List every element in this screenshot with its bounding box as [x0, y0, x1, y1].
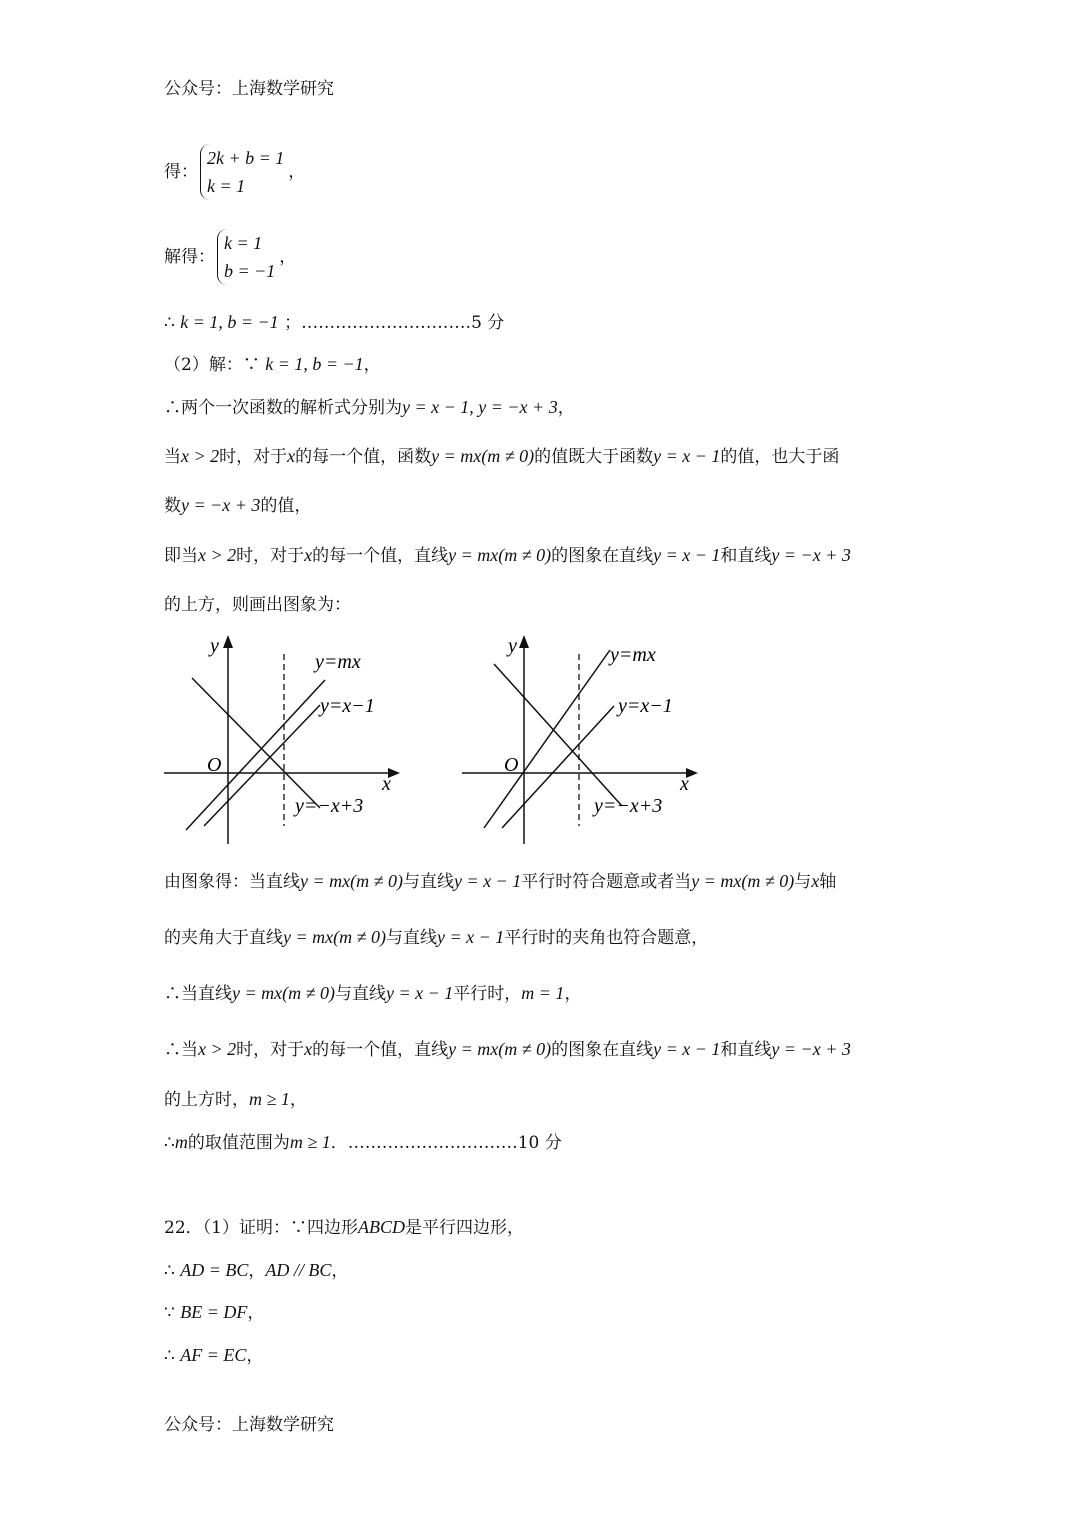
page-header: 公众号：上海数学研究 [164, 79, 334, 99]
system-solution [164, 229, 296, 285]
text: 是平行四边形， [404, 1218, 524, 1238]
math: y = x − 1, y = −x + 3 [402, 397, 558, 417]
text: ， [331, 1261, 349, 1281]
label-de: 得： [164, 162, 198, 182]
math: y = mx(m ≠ 0) [448, 545, 552, 565]
paragraph-line [164, 493, 311, 518]
text: 的值，也大于函 [720, 447, 840, 467]
text: 平行时符合题意或者当 [521, 872, 692, 892]
label-y-neg-x-plus-3: y=−x+3 [594, 795, 663, 817]
paragraph-line [164, 1130, 562, 1155]
math: m ≥ 1 [289, 1132, 331, 1152]
math: y = x − 1 [437, 927, 505, 947]
math: y = x − 1 [653, 1039, 721, 1059]
eq-row: k = 1 [207, 176, 246, 196]
text: 的上方时， [164, 1090, 249, 1110]
paragraph-line [164, 593, 351, 617]
text: ∴当直线 [164, 984, 232, 1004]
text: 平行时的夹角也符合题意， [504, 928, 709, 948]
part2-line [164, 352, 381, 377]
math: AD // BC [265, 1260, 332, 1280]
text: 即当 [164, 546, 198, 566]
text: ．…………………………10 分 [330, 1133, 562, 1153]
math: y = mx(m ≠ 0) [283, 927, 386, 947]
math: k = 1, b = −1 [180, 312, 279, 332]
paragraph-line [164, 981, 581, 1006]
text: 轴 [819, 872, 837, 892]
label-y-neg-x-plus-3: y=−x+3 [295, 795, 364, 817]
text: ∴ [164, 1133, 175, 1153]
conclusion-line-1 [164, 310, 504, 335]
text: ， [363, 355, 381, 375]
text: ；…………………………5 分 [278, 313, 505, 333]
text: 与 [794, 872, 812, 892]
text: 和直线 [720, 546, 772, 566]
math: y = −x + 3 [181, 495, 261, 515]
paragraph-line [164, 1300, 264, 1325]
y-axis-label: y [508, 635, 517, 657]
text: ∴两个一次函数的解析式分别为 [164, 398, 402, 418]
text: ， [564, 984, 582, 1004]
page-footer: 公众号：上海数学研究 [164, 1415, 334, 1435]
x-axis-label: x [382, 773, 391, 795]
line-y-neg-x-plus-3 [192, 678, 320, 808]
text: ， [248, 1261, 266, 1281]
text: 的图象在直线 [551, 1040, 654, 1060]
text: 时，对于 [219, 447, 288, 467]
text: 时，对于 [236, 546, 305, 566]
expressions-line [164, 395, 575, 420]
text: 的上方，则画出图象为： [164, 595, 351, 615]
text: 的夹角大于直线 [164, 928, 283, 948]
paragraph-line [164, 543, 851, 568]
math: y = x − 1 [653, 446, 721, 466]
math: x > 2 [181, 446, 220, 466]
text: ∴ [164, 313, 181, 333]
y-axis-arrow [519, 635, 529, 648]
comma: ， [279, 247, 297, 267]
paragraph-line [164, 1037, 851, 1062]
math: m [174, 1132, 188, 1152]
paragraph-line [164, 925, 708, 950]
text: 的每一个值，直线 [312, 546, 449, 566]
text: ， [246, 1346, 264, 1366]
math: BE = DF [180, 1302, 248, 1322]
math: x > 2 [198, 545, 237, 565]
math: x > 2 [198, 1039, 237, 1059]
math: y = x − 1 [454, 871, 522, 891]
text: 与直线 [386, 928, 437, 948]
label-y-mx: y=mx [610, 644, 656, 666]
text: 与直线 [335, 984, 386, 1004]
paragraph-line [164, 1087, 307, 1112]
text: 的取值范围为 [187, 1133, 290, 1153]
origin-label: O [207, 754, 222, 776]
paragraph-line [164, 1258, 348, 1283]
text: 的图象在直线 [551, 546, 654, 566]
math: m = 1 [521, 983, 565, 1003]
paragraph-line [164, 444, 839, 469]
text: 时，对于 [236, 1040, 305, 1060]
y-axis-label: y [210, 635, 219, 657]
text: 的值既大于函数 [534, 447, 654, 467]
math: y = mx(m ≠ 0) [232, 983, 335, 1003]
text: 的每一个值，直线 [312, 1040, 449, 1060]
math: AD = BC [180, 1260, 249, 1280]
y-axis-arrow [223, 635, 233, 648]
line-y-neg-x-plus-3 [494, 664, 622, 806]
text: 与直线 [403, 872, 454, 892]
line-y-mx [484, 650, 610, 828]
text: 和直线 [720, 1040, 772, 1060]
math: y = mx(m ≠ 0) [448, 1039, 552, 1059]
brace-system [200, 144, 284, 200]
math: y = −x + 3 [771, 1039, 851, 1059]
math: x [304, 545, 313, 565]
math: y = mx(m ≠ 0) [300, 871, 403, 891]
text: （2）解：∵ [164, 355, 266, 375]
label-y-x-minus-1: y=x−1 [320, 695, 375, 717]
text: ， [247, 1303, 265, 1323]
text: ∴ [164, 1261, 181, 1281]
label-jiede: 解得： [164, 247, 215, 267]
paragraph-line [164, 1343, 263, 1368]
text: 当 [164, 447, 181, 467]
x-axis-label: x [680, 773, 689, 795]
math: y = mx(m ≠ 0) [431, 446, 535, 466]
math: x [811, 871, 820, 891]
text: ∴当 [164, 1040, 198, 1060]
eq-row: 2k + b = 1 [207, 148, 285, 168]
text: ， [557, 398, 575, 418]
text: 22．（1）证明：∵四边形 [164, 1218, 358, 1238]
origin-label: O [504, 754, 519, 776]
math: k = 1, b = −1 [265, 354, 364, 374]
text: 由图象得：当直线 [164, 872, 300, 892]
label-y-x-minus-1: y=x−1 [618, 695, 673, 717]
graph-figure-left [160, 630, 410, 850]
math: x [287, 446, 296, 466]
eq-row: b = −1 [224, 261, 276, 281]
text: 的每一个值，函数 [295, 447, 432, 467]
math: y = −x + 3 [771, 545, 851, 565]
comma: ， [288, 162, 306, 182]
text: ∵ [164, 1303, 181, 1323]
math: y = mx(m ≠ 0) [691, 871, 795, 891]
text: 数 [164, 496, 181, 516]
system-equation-1 [164, 144, 305, 200]
text: 平行时， [453, 984, 522, 1004]
paragraph-line [164, 869, 836, 894]
math: y = x − 1 [653, 545, 721, 565]
math: y = x − 1 [386, 983, 454, 1003]
math: ABCD [357, 1217, 405, 1237]
math: AF = EC [180, 1345, 247, 1365]
math: m ≥ 1 [249, 1089, 290, 1109]
graph-figure-right [458, 630, 708, 850]
label-y-mx: y=mx [315, 651, 361, 673]
eq-row: k = 1 [224, 233, 263, 253]
text: 的值， [260, 496, 312, 516]
text: ∴ [164, 1346, 181, 1366]
text: ， [289, 1090, 307, 1110]
problem-22-line [164, 1215, 524, 1240]
brace-system [217, 229, 275, 285]
math: x [304, 1039, 313, 1059]
